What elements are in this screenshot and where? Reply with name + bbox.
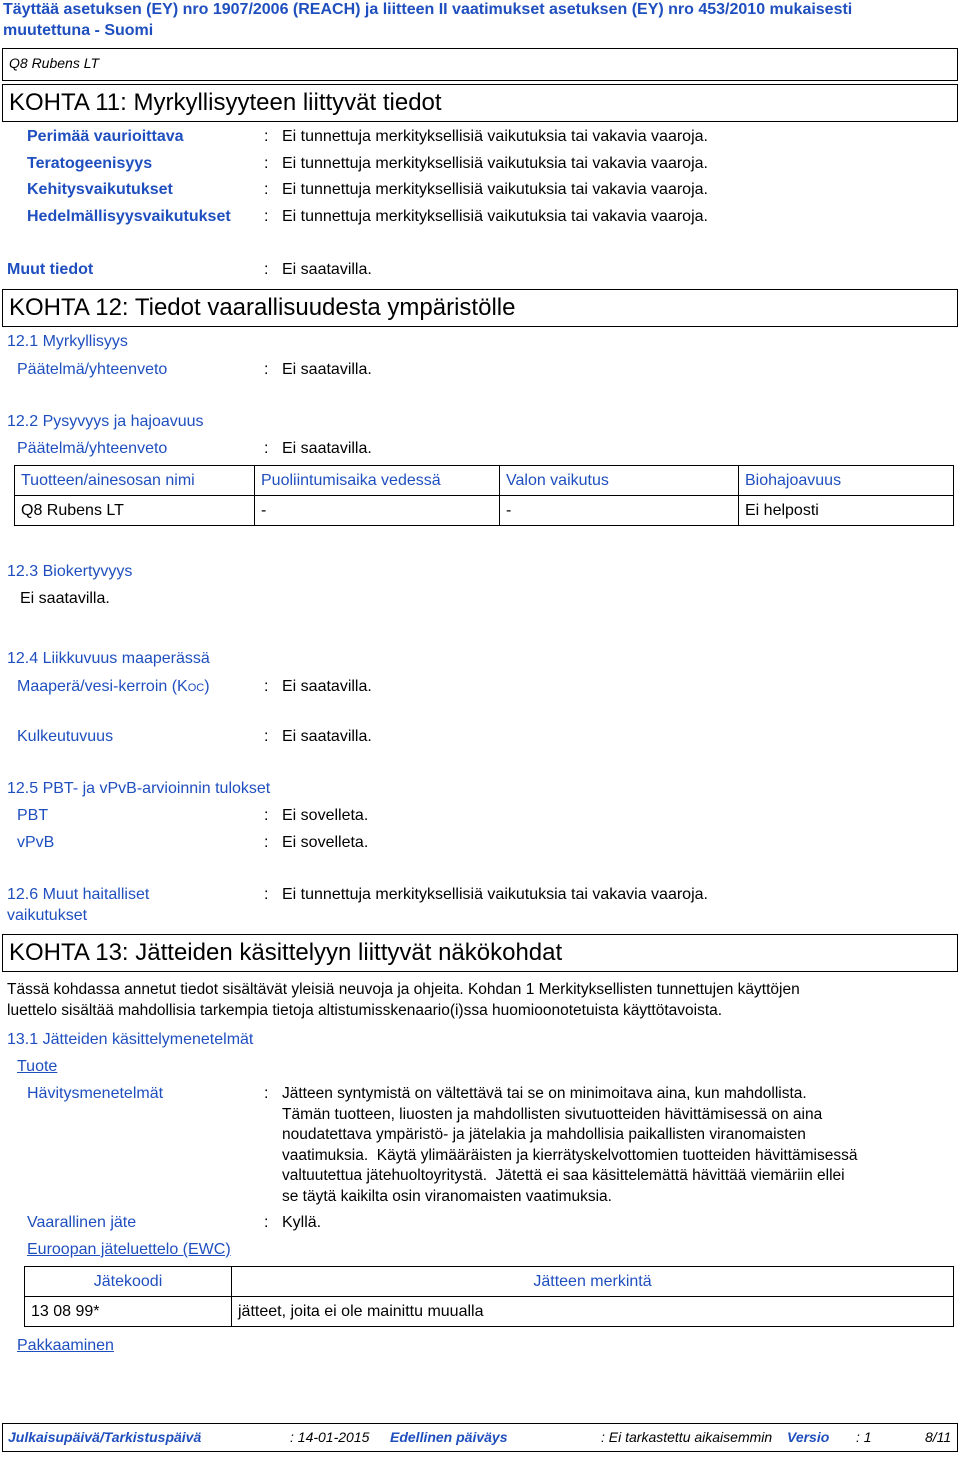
label-developmental: Kehitysvaikutukset (27, 181, 173, 198)
footer-version-value: : 1 (856, 1429, 872, 1445)
value-12-2-conclusion: Ei saatavilla. (282, 440, 372, 457)
disposal-line: valtuutettua jätehuoltoyritystä. Jätettä ei saa käsittelemättä hävittää viemäriin ellei (282, 1167, 845, 1184)
label-mutagenicity: Perimää vaurioittava (27, 128, 184, 145)
table-header-cell: Valon vaikutus (500, 466, 739, 496)
table-row (15, 496, 954, 526)
section12-header (2, 289, 958, 327)
doc-title-line2: muutettuna - Suomi (3, 22, 154, 39)
heading-12-5: 12.5 PBT- ja vPvB-arvioinnin tulokset (7, 780, 271, 797)
label-12-1-conclusion: Päätelmä/yhteenveto (17, 361, 168, 378)
section12-title: KOHTA 12: Tiedot vaarallisuudesta ympäristölle (9, 294, 516, 321)
disposal-line: se täytä kaikilta osin viranomaisten vaatimuksia. (282, 1187, 612, 1205)
colon: : (264, 728, 269, 745)
table-header-cell: Tuotteen/ainesosan nimi (15, 466, 255, 496)
label-teratogenicity: Teratogeenisyys (27, 155, 153, 172)
label-12-2-conclusion: Päätelmä/yhteenveto (17, 440, 168, 457)
section11-title: KOHTA 11: Myrkyllisyyteen liittyvät tiedot (9, 89, 442, 116)
table-header-cell: Jätekoodi (25, 1267, 232, 1297)
table-cell: Q8 Rubens LT (15, 496, 255, 526)
koc-close: ) (204, 678, 210, 695)
value-teratogenicity: Ei tunnettuja merkityksellisiä vaikutuksia tai vakavia vaaroja. (282, 155, 708, 172)
value-mobility: Ei saatavilla. (282, 728, 372, 745)
table-cell: - (500, 496, 739, 526)
value-12-3: Ei saatavilla. (20, 590, 110, 607)
label-disposal: Hävitysmenetelmät (27, 1085, 164, 1102)
koc-label-text: Maaperä/vesi-kerroin (K (17, 678, 188, 695)
section13-intro (7, 980, 955, 1021)
disposal-line: noudatettava ympäristö- ja jätelakia ja mahdollisia paikallisten viranomaisten (282, 1126, 806, 1143)
heading-12-1: 12.1 Myrkyllisyys (7, 333, 128, 350)
table-header-cell: Puoliintumisaika vedessä (255, 466, 500, 496)
footer-version-label: Versio (787, 1429, 830, 1445)
label-other-info: Muut tiedot (7, 261, 94, 278)
table-cell: - (255, 496, 500, 526)
footer-page-number: 8/11 (925, 1429, 952, 1445)
colon: : (264, 155, 269, 172)
disposal-line: vaatimuksia. Käytä ylimääräisten ja kierrätyskelvottomien tuotteiden hävittämisessä (282, 1146, 858, 1164)
label-pbt: PBT (17, 807, 49, 824)
disposal-line: Jätteen syntymistä on vältettävä tai se on minimoitava aina, kun mahdollista. (282, 1085, 807, 1102)
table-header-row (15, 466, 954, 496)
colon: : (264, 208, 269, 225)
colon: : (264, 261, 269, 278)
heading-12-4: 12.4 Liikkuvuus maaperässä (7, 650, 210, 667)
section13-header (2, 934, 958, 972)
value-hazardous-waste: Kyllä. (282, 1214, 322, 1231)
value-vpvb: Ei sovelleta. (282, 834, 369, 851)
heading-12-2: 12.2 Pysyvyys ja hajoavuus (7, 413, 204, 430)
value-disposal (282, 1084, 954, 1207)
table-cell: jätteet, joita ei ole mainittu muualla (232, 1297, 954, 1327)
ewc-table (24, 1266, 954, 1327)
value-pbt: Ei sovelleta. (282, 807, 369, 824)
table-header-cell: Biohajoavuus (739, 466, 954, 496)
value-koc: Ei saatavilla. (282, 678, 372, 695)
table-header-row (25, 1267, 954, 1297)
section11-header (2, 84, 958, 122)
colon: : (264, 128, 269, 145)
intro-line2: luettelo sisältää mahdollisia tarkempia tietoja altistumisskenaario(i)ssa huomioonotetuista käyttötavoista. (7, 1001, 723, 1019)
footer-prev-label: Edellinen päiväys (390, 1429, 508, 1445)
persistence-table (14, 465, 954, 526)
colon: : (264, 181, 269, 198)
colon: : (264, 834, 269, 851)
disposal-line: Tämän tuotteen, liuosten ja mahdollisten sivutuotteiden hävittämisessä on aina (282, 1105, 823, 1123)
colon: : (264, 886, 269, 903)
value-fertility: Ei tunnettuja merkityksellisiä vaikutuksia tai vakavia vaaroja. (282, 208, 708, 225)
doc-title-line1: Täyttää asetuksen (EY) nro 1907/2006 (REACH) ja liitteen II vaatimukset asetuksen (EY) nro 453/2010 mukaisesti (3, 1, 853, 18)
table-row (25, 1297, 954, 1327)
colon: : (264, 361, 269, 378)
value-12-6: Ei tunnettuja merkityksellisiä vaikutuksia tai vakavia vaaroja. (282, 886, 708, 903)
value-12-1-conclusion: Ei saatavilla. (282, 361, 372, 378)
heading-ewc: Euroopan jäteluettelo (EWC) (27, 1241, 231, 1258)
intro-line1: Tässä kohdassa annetut tiedot sisältävät yleisiä neuvoja ja ohjeita. Kohdan 1 Merkityksellisten tunnettujen käyttöjen (7, 981, 800, 998)
table-header-cell: Jätteen merkintä (232, 1267, 954, 1297)
value-developmental: Ei tunnettuja merkityksellisiä vaikutuksia tai vakavia vaaroja. (282, 181, 708, 198)
product-box (2, 48, 958, 81)
section13-title: KOHTA 13: Jätteiden käsittelyyn liittyvät näkökohdat (9, 939, 563, 966)
footer-prev-value: : Ei tarkastettu aikaisemmin (601, 1429, 773, 1445)
label-mobility: Kulkeutuvuus (17, 728, 114, 745)
colon: : (264, 678, 269, 695)
heading-12-6-line2: vaikutukset (7, 907, 88, 924)
heading-13-1: 13.1 Jätteiden käsittelymenetelmät (7, 1031, 254, 1048)
label-koc (17, 678, 210, 696)
label-fertility: Hedelmällisyysvaikutukset (27, 208, 231, 225)
colon: : (264, 1214, 269, 1231)
heading-12-3: 12.3 Biokertyvyys (7, 563, 133, 580)
label-vpvb: vPvB (17, 834, 55, 851)
heading-packaging: Pakkaaminen (17, 1337, 114, 1354)
table-cell: Ei helposti (739, 496, 954, 526)
table-cell: 13 08 99* (25, 1297, 232, 1327)
heading-12-6-line1: 12.6 Muut haitalliset (7, 886, 150, 903)
footer-date-value: : 14-01-2015 (290, 1429, 370, 1445)
koc-subscript: OC (187, 682, 205, 694)
page-footer (2, 1423, 958, 1452)
value-other-info: Ei saatavilla. (282, 261, 372, 278)
colon: : (264, 440, 269, 457)
product-name: Q8 Rubens LT (9, 55, 100, 71)
label-hazardous-waste: Vaarallinen jäte (27, 1214, 137, 1231)
heading-product: Tuote (17, 1058, 58, 1075)
colon: : (264, 1085, 269, 1102)
colon: : (264, 807, 269, 824)
footer-date-label: Julkaisupäivä/Tarkistuspäivä (8, 1429, 202, 1445)
value-mutagenicity: Ei tunnettuja merkityksellisiä vaikutuksia tai vakavia vaaroja. (282, 128, 708, 145)
